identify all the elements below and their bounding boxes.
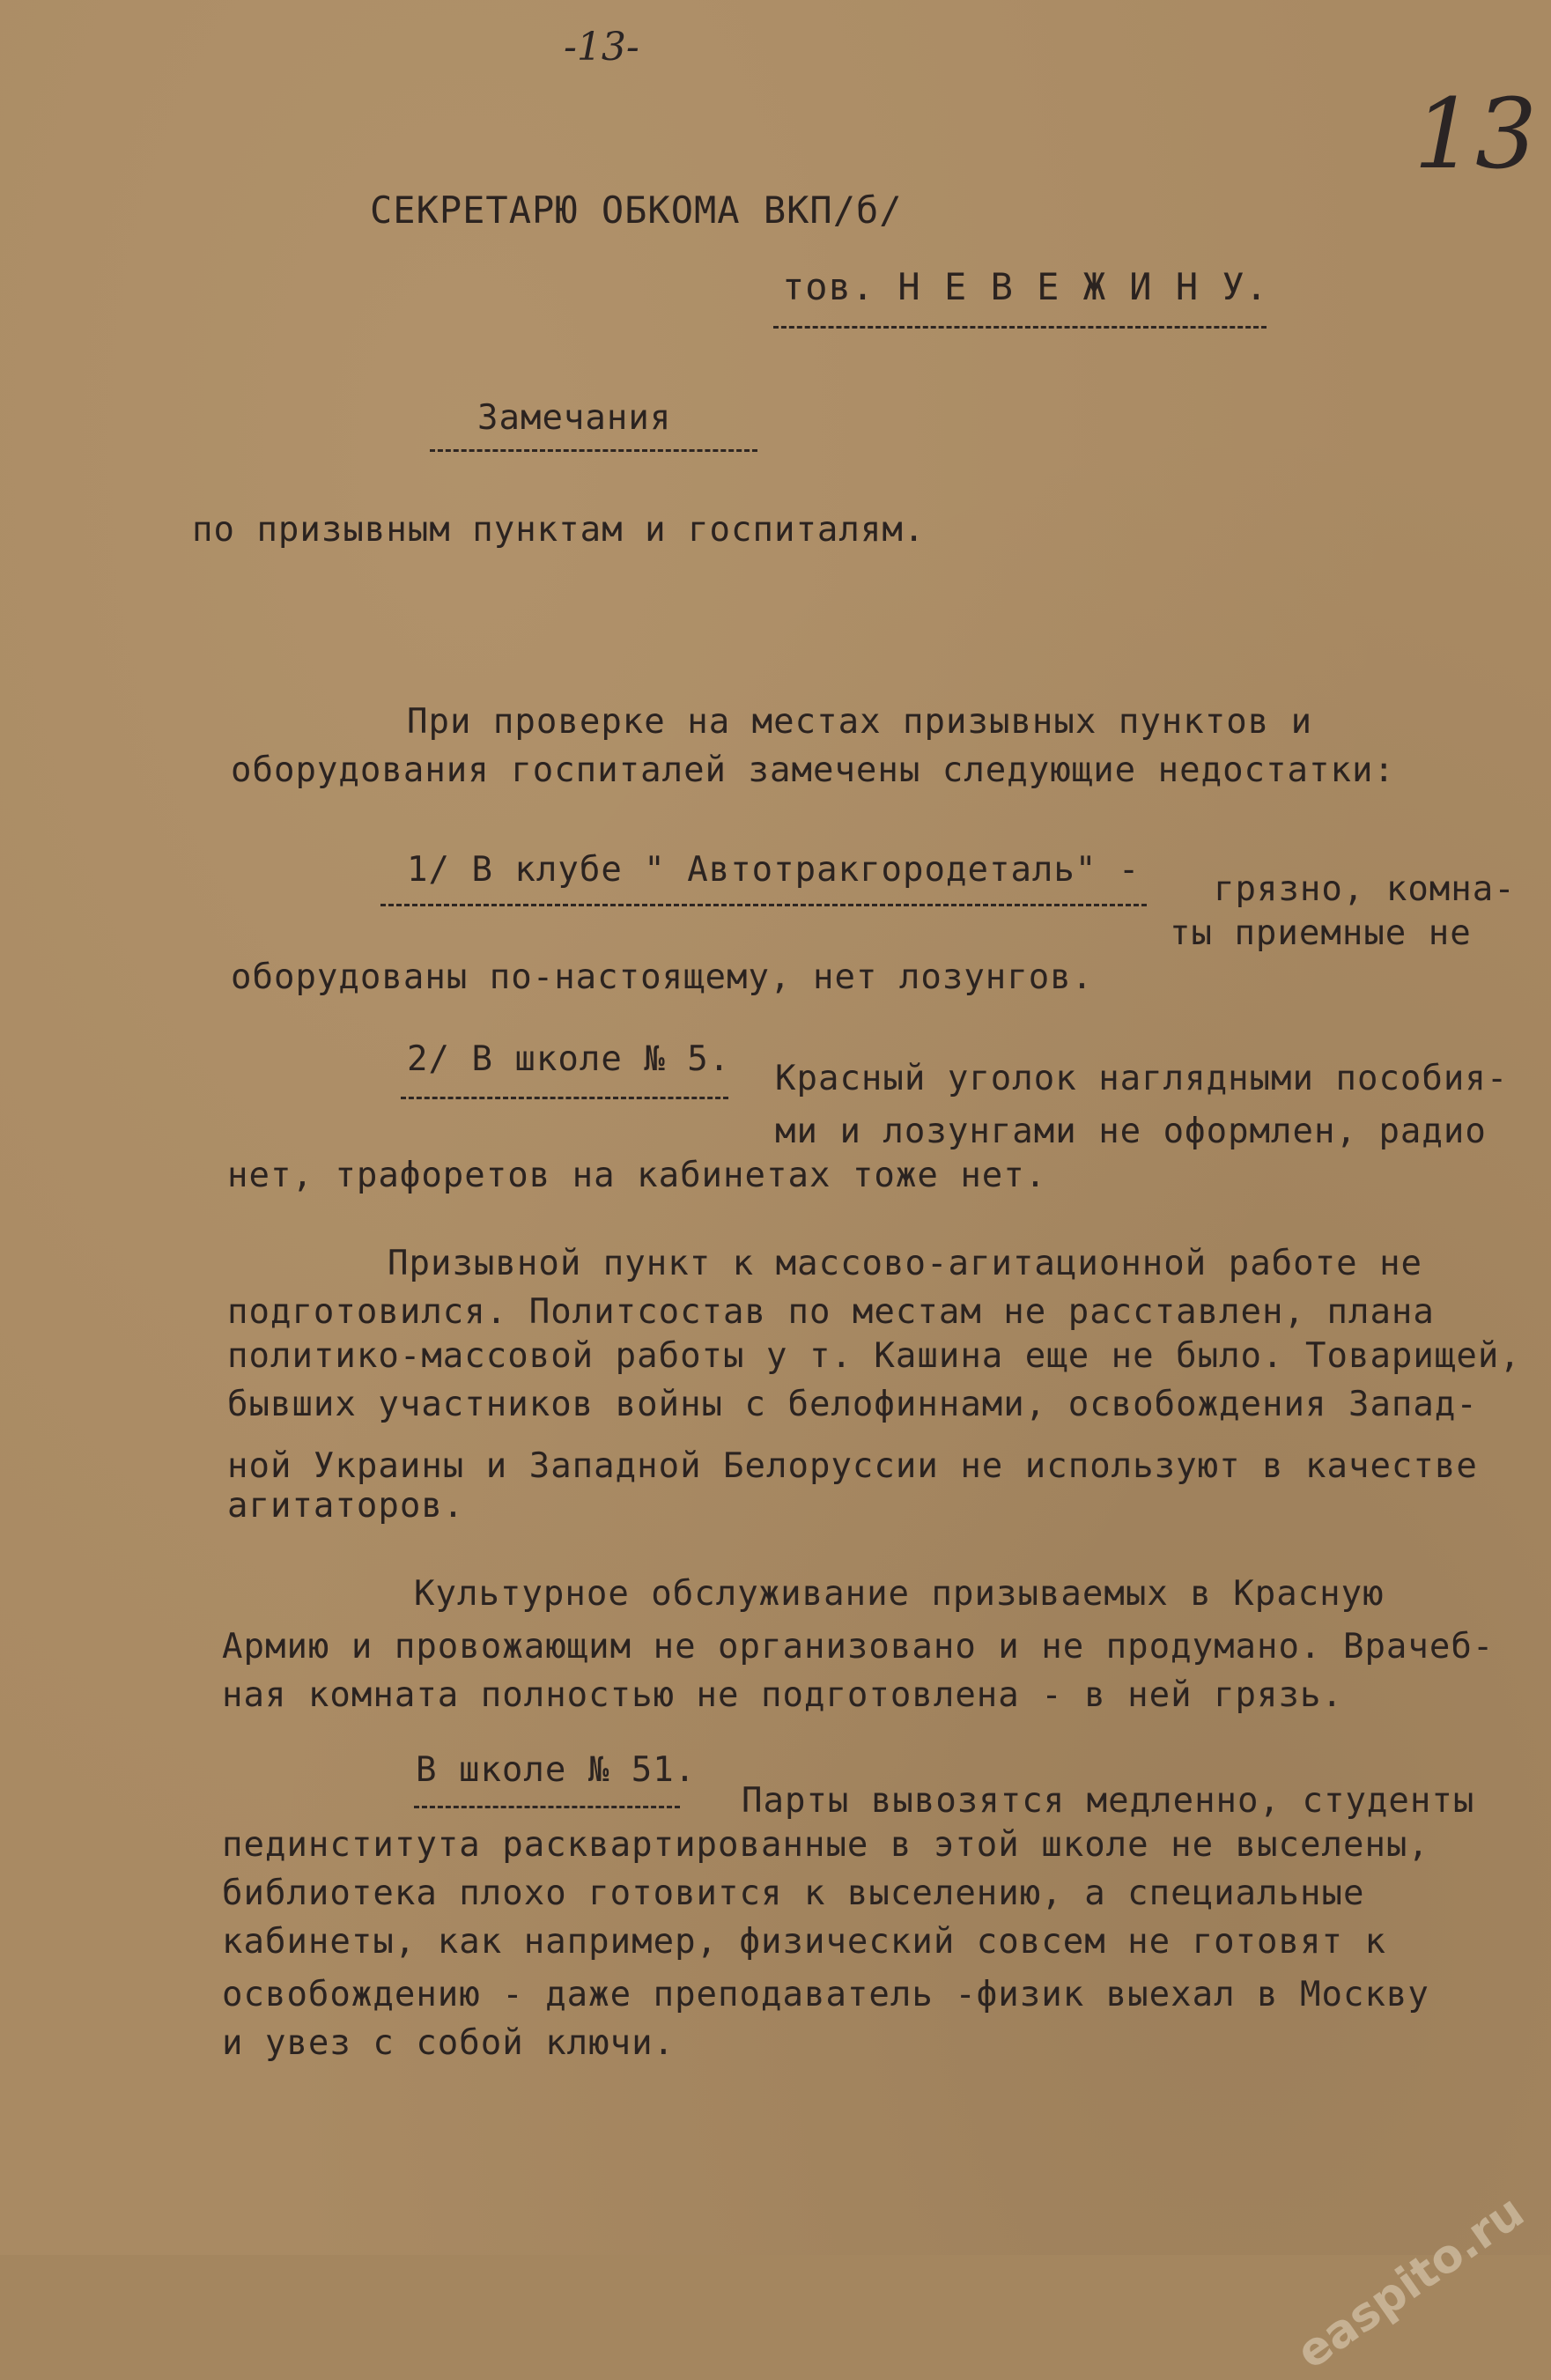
intro-line: При проверке на местах призывных пунктов и [407, 702, 1313, 742]
item-heading: 1/ В клубе " Автотракгородеталь" - [407, 850, 1141, 890]
item-heading: В школе № 51. [416, 1750, 697, 1790]
item-text-line: Красный уголок наглядными пособия- [775, 1059, 1509, 1098]
body-line: ной Украины и Западной Белоруссии не используют в качестве [227, 1446, 1478, 1486]
item-text-line: освобождению - даже преподаватель -физик выехал в Москву [222, 1975, 1429, 2014]
item-text-line: Парты вывозятся медленно, студенты [742, 1781, 1475, 1821]
intro-line: оборудования госпиталей замечены следующие недостатки: [231, 750, 1395, 790]
item-heading-underline [401, 1097, 728, 1099]
body-line: бывших участников войны с белофиннами, освобождения Запад- [227, 1385, 1478, 1424]
addressee-name: тов. Н Е В Е Ж И Н У. [782, 265, 1269, 308]
document-title: Замечания [477, 398, 672, 438]
archive-page-number: 13 [1414, 78, 1537, 190]
item-text-line: оборудованы по-настоящему, нет лозунгов. [231, 957, 1094, 997]
item-text-line: нет, трафоретов на кабинетах тоже нет. [227, 1156, 1047, 1195]
addressee-line: СЕКРЕТАРЮ ОБКОМА ВКП/б/ [370, 188, 903, 232]
item-heading-underline [414, 1806, 680, 1808]
body-line: политико-массовой работы у т. Кашина еще не было. Товарищей, [227, 1336, 1521, 1376]
item-text-line: и увез с собой ключи. [222, 2023, 676, 2063]
item-text-line: грязно, комна- [1214, 869, 1516, 909]
watermark-logo: easpito.ru [1287, 2184, 1533, 2380]
item-text-line: кабинеты, как например, физический совсем не готовят к [222, 1922, 1386, 1962]
document-subtitle: по призывным пунктам и госпиталям. [192, 510, 926, 550]
body-line: ная комната полностью не подготовлена - в ней грязь. [222, 1675, 1343, 1715]
item-text-line: ты приемные не [1170, 913, 1472, 953]
body-line: подготовился. Политсостав по местам не расставлен, плана [227, 1292, 1435, 1332]
item-text-line: ми и лозунгами не оформлен, радио [775, 1112, 1487, 1151]
item-heading-underline [380, 904, 1147, 906]
body-line: Культурное обслуживание призываемых в Красную [414, 1574, 1385, 1614]
title-underline [430, 449, 757, 452]
body-line: агитаторов. [227, 1486, 465, 1526]
body-line: Армию и провожающим не организовано и не продумано. Врачеб- [222, 1627, 1495, 1667]
body-line: Призывной пункт к массово-агитационной работе не [388, 1244, 1423, 1283]
item-heading: 2/ В школе № 5. [407, 1039, 731, 1079]
item-text-line: библиотека плохо готовится к выселению, а специальные [222, 1874, 1365, 1913]
item-text-line: пединститута расквартированные в этой школе не выселены, [222, 1825, 1429, 1865]
addressee-underline [773, 326, 1267, 329]
page-number-top: -13- [564, 25, 639, 70]
